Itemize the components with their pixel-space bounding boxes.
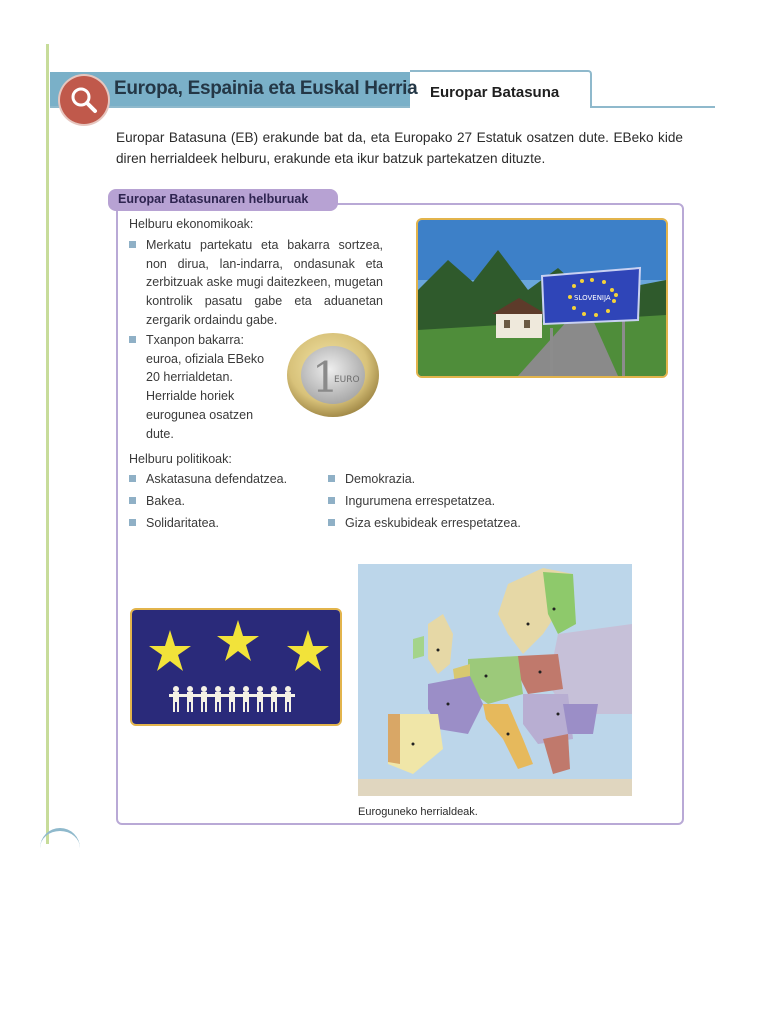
svg-text:1: 1 — [312, 353, 339, 402]
political-item-freedom: Askatasuna defendatzea. — [146, 472, 288, 486]
economic-item-1: Merkatu partekatu eta bakarra sortzea, non dirua, lan-indarra, ondasunak eta zerbitzuak aske mugi daitezkeen, mugetan kontrolik pasatu gabe eta aduanetan zergarik ordaindu gabe. — [146, 238, 383, 327]
page-corner-decoration — [40, 828, 80, 861]
political-item-environment: Ingurumena errespetatzea. — [345, 494, 496, 508]
political-item-peace: Bakea. — [146, 494, 185, 508]
bullet-icon — [129, 519, 136, 526]
border-sign-photo — [416, 218, 668, 378]
political-item-human-rights: Giza eskubideak errespetatzea. — [345, 516, 521, 530]
search-icon — [60, 76, 108, 124]
bullet-icon — [328, 475, 335, 482]
bullet-icon — [328, 497, 335, 504]
euro-coin-image — [286, 332, 380, 418]
list-item — [328, 514, 568, 533]
list-item — [129, 236, 383, 330]
eurozone-map — [358, 564, 632, 796]
list-item — [129, 492, 319, 511]
bullet-icon — [129, 241, 136, 248]
map-caption: Euroguneko herrialdeak. — [358, 806, 478, 818]
panel-title: Europar Batasunaren helburuak — [118, 192, 309, 206]
list-item — [129, 514, 319, 533]
svg-text:SLOVENIJA: SLOVENIJA — [574, 294, 611, 302]
list-item — [328, 470, 558, 489]
header-rule — [50, 106, 715, 108]
eu-stars-photo — [130, 608, 342, 726]
page-margin-line — [46, 44, 49, 844]
page-title: Europa, Espainia eta Euskal Herria — [114, 78, 418, 99]
section-title: Europar Batasuna — [430, 84, 560, 101]
intro-paragraph: Europar Batasuna (EB) erakunde bat da, eta Europako 27 Estatuk osatzen dute. EBeko kide diren herrialdeek helburu, erakunde eta ikur batzuk partekatzen dituzte. — [116, 130, 683, 166]
bullet-icon — [328, 519, 335, 526]
svg-text:EURO: EURO — [334, 375, 360, 385]
political-item-solidarity: Solidaritatea. — [146, 516, 219, 530]
political-item-democracy: Demokrazia. — [345, 472, 416, 486]
economic-item-2: Txanpon bakarra: euroa, ofiziala EBeko 20 herrialdetan. Herrialde horiek eurogunea osatzen dute. — [146, 333, 265, 441]
list-item — [129, 470, 319, 489]
political-heading: Helburu politikoak: — [129, 452, 232, 466]
bullet-icon — [129, 336, 136, 343]
economic-heading: Helburu ekonomikoak: — [129, 217, 254, 231]
list-item — [328, 492, 558, 511]
bullet-icon — [129, 475, 136, 482]
list-item — [129, 331, 289, 443]
bullet-icon — [129, 497, 136, 504]
